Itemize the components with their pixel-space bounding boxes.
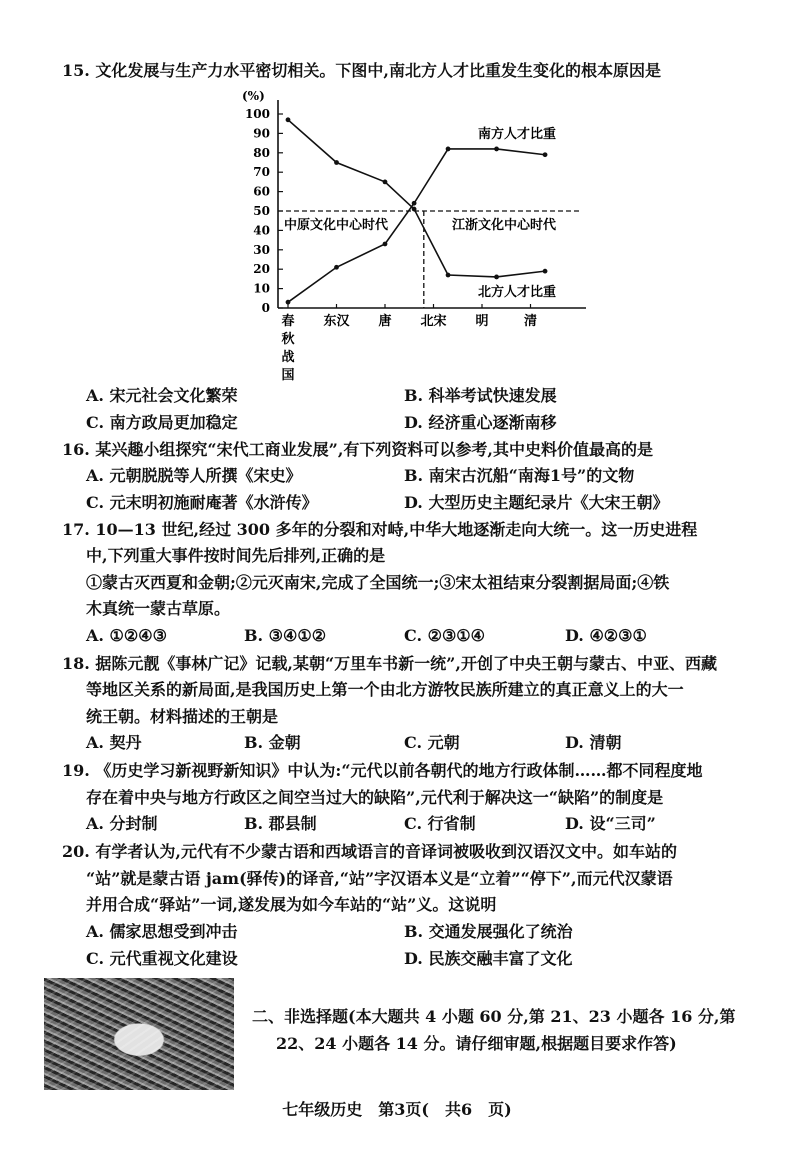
y-tick-label: 0 — [261, 301, 270, 315]
x-tick-label: 国 — [281, 368, 295, 383]
y-tick-label: 40 — [253, 223, 270, 238]
q20-option-b[interactable]: B. 交通发展强化了统治 — [404, 922, 573, 941]
q18-option-c[interactable]: C. 元朝 — [404, 733, 460, 752]
y-tick-label: 10 — [253, 281, 270, 296]
y-tick-label: 80 — [253, 145, 270, 160]
q20-line2: “站”就是蒙古语 jam(驿传)的译音,“站”字汉语本义是“立着”“停下”,而元代汉蒙语 — [86, 869, 673, 888]
y-tick-label: 90 — [253, 126, 270, 141]
q20-option-a[interactable]: A. 儒家思想受到冲击 — [86, 922, 238, 941]
q18-option-a[interactable]: A. 契丹 — [86, 733, 142, 752]
q20-option-c[interactable]: C. 元代重视文化建设 — [86, 949, 238, 968]
decorative-photo — [44, 978, 234, 1090]
y-tick-label: 100 — [244, 107, 270, 121]
data-point — [494, 275, 499, 280]
page-footer: 七年级历史 第3页( 共6 页) — [282, 1100, 512, 1119]
q17-option-a[interactable]: A. ①②④③ — [86, 626, 167, 645]
q19-option-c[interactable]: C. 行省制 — [404, 814, 476, 833]
data-point — [383, 242, 388, 247]
data-point — [412, 201, 417, 206]
y-tick-label: 70 — [253, 165, 270, 180]
q18-option-b[interactable]: B. 金朝 — [244, 733, 301, 752]
section2-line1: 二、非选择题(本大题共 4 小题 60 分,第 21、23 小题各 16 分,第 — [252, 1007, 736, 1026]
q17-option-d[interactable]: D. ④②③① — [565, 626, 647, 645]
q19-option-d[interactable]: D. 设“三司” — [565, 814, 656, 833]
data-point — [286, 117, 291, 122]
data-point — [446, 147, 451, 152]
series-label-north: 北方人才比重 — [478, 285, 557, 300]
q17-line2: 中,下列重大事件按时间先后排列,正确的是 — [86, 546, 386, 565]
x-tick-label: 明 — [475, 314, 489, 329]
q18-line1: 18. 据陈元靓《事林广记》记载,某朝“万里车书新一统”,开创了中央王朝与蒙古、中亚、西藏 — [62, 654, 717, 673]
y-tick-label: 30 — [253, 242, 270, 257]
q17-option-c[interactable]: C. ②③①④ — [404, 626, 485, 645]
q19-option-b[interactable]: B. 郡县制 — [244, 814, 317, 833]
data-point — [543, 152, 548, 157]
q18-line3: 统王朝。材料描述的王朝是 — [86, 707, 279, 726]
q20-option-d[interactable]: D. 民族交融丰富了文化 — [404, 949, 573, 968]
data-point — [543, 269, 548, 274]
q18-line2: 等地区关系的新局面,是我国历史上第一个由北方游牧民族所建立的真正意义上的大一 — [86, 680, 684, 699]
data-point — [334, 265, 339, 270]
q16-option-b[interactable]: B. 南宋古沉船“南海1号”的文物 — [404, 466, 635, 485]
q20-line1: 20. 有学者认为,元代有不少蒙古语和西域语言的音译词被吸收到汉语汉文中。如车站的 — [62, 842, 677, 861]
x-tick-label: 秋 — [281, 332, 295, 347]
y-tick-label: 50 — [253, 204, 270, 218]
chart-svg — [230, 86, 610, 386]
q19-line1: 19. 《历史学习新视野新知识》中认为:“元代以前各朝代的地方行政体制……都不同程度地 — [62, 761, 703, 780]
q17-line1: 17. 10—13 世纪,经过 300 多年的分裂和对峙,中华大地逐渐走向大统一。这一历史进程 — [62, 520, 698, 539]
section2-line2: 22、24 小题各 14 分。请仔细审题,根据题目要求作答) — [276, 1034, 677, 1053]
q19-option-a[interactable]: A. 分封制 — [86, 814, 158, 833]
q19-line2: 存在着中央与地方行政区之间空当过大的缺陷”,元代利于解决这一“缺陷”的制度是 — [86, 788, 664, 807]
y-tick-label: 20 — [253, 262, 270, 277]
q16-option-a[interactable]: A. 元朝脱脱等人所撰《宋史》 — [86, 466, 302, 485]
y-tick-label: 60 — [253, 184, 270, 199]
x-tick-label: 北宋 — [420, 314, 447, 329]
q17-line3: ①蒙古灭西夏和金朝;②元灭南宋,完成了全国统一;③宋太祖结束分裂割据局面;④铁 — [86, 573, 670, 592]
q15-option-b[interactable]: B. 科举考试快速发展 — [404, 386, 557, 405]
q17-option-b[interactable]: B. ③④①② — [244, 626, 327, 645]
x-tick-label: 唐 — [378, 314, 392, 329]
q16-option-c[interactable]: C. 元末明初施耐庵著《水浒传》 — [86, 493, 318, 512]
x-tick-label: 东汉 — [323, 314, 350, 329]
q16-stem: 16. 某兴趣小组探究“宋代工商业发展”,有下列资料可以参考,其中史料价值最高的是 — [62, 440, 653, 459]
q20-line3: 并用合成“驿站”一词,遂发展为如今车站的“站”义。这说明 — [86, 895, 497, 914]
y-unit-label: (%) — [242, 89, 265, 103]
data-point — [286, 300, 291, 305]
annotation-central-plains: 中原文化中心时代 — [284, 218, 389, 233]
q15-option-a[interactable]: A. 宋元社会文化繁荣 — [86, 386, 238, 405]
q17-line4: 木真统一蒙古草原。 — [86, 599, 231, 618]
q16-option-d[interactable]: D. 大型历史主题纪录片《大宋王朝》 — [404, 493, 669, 512]
q15-stem: 15. 文化发展与生产力水平密切相关。下图中,南北方人才比重发生变化的根本原因是 — [62, 61, 661, 80]
data-point — [412, 207, 417, 212]
x-tick-label: 春 — [281, 314, 295, 329]
data-point — [494, 147, 499, 152]
data-point — [334, 160, 339, 165]
series-label-south: 南方人才比重 — [478, 127, 557, 142]
talent-ratio-chart — [230, 86, 610, 386]
q15-option-c[interactable]: C. 南方政局更加稳定 — [86, 413, 238, 432]
x-tick-label: 清 — [523, 314, 538, 329]
x-tick-label: 战 — [281, 350, 295, 365]
data-point — [446, 273, 451, 278]
q15-option-d[interactable]: D. 经济重心逐渐南移 — [404, 413, 557, 432]
data-point — [383, 180, 388, 185]
annotation-jiangzhe: 江浙文化中心时代 — [452, 218, 557, 233]
q18-option-d[interactable]: D. 清朝 — [565, 733, 622, 752]
